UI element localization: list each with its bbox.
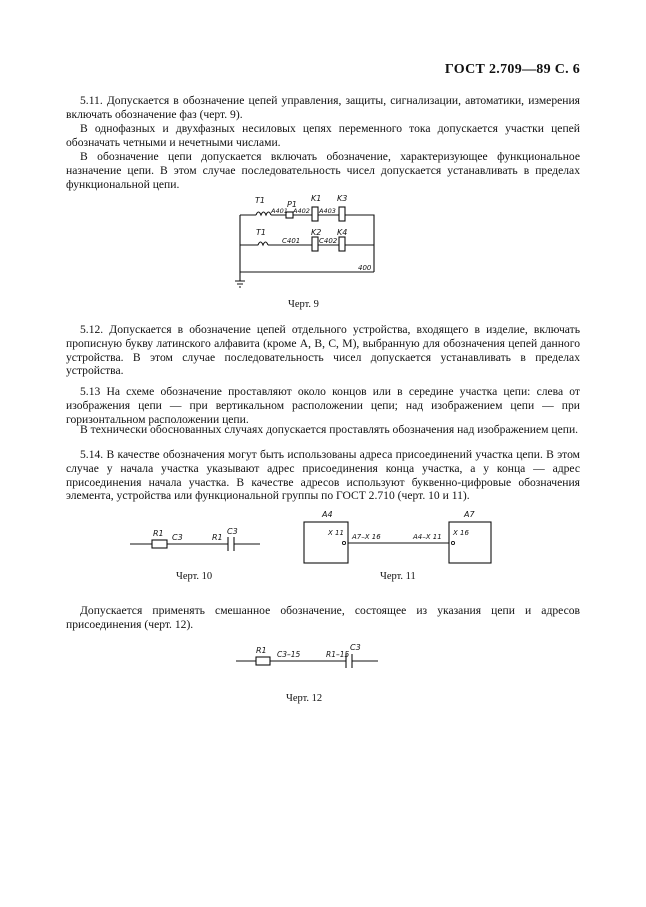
fig10-label-c3-b: C3	[227, 527, 238, 536]
label-a401: A401	[271, 207, 288, 215]
paragraph-5-11-b: В однофазных и двухфазных несиловых цепях переменного тока допускается участки цепей обозначать четными и нечетными числами.	[66, 122, 580, 149]
fig12-label-r1-15: R1–15	[326, 650, 350, 659]
paragraph-5-14: 5.14. В качестве обозначения могут быть использованы адреса присоединений участка цепи. В этом случае у начала участка указывают адрес присоединения конца участка, а у конца — адрес присоединения начала участка. В качестве адресов используют буквенно-цифровые обозначения элемента, устройства или функциональной группы по ГОСТ 2.710 (черт. 10 и 11).	[66, 448, 580, 503]
figure-11-caption: Черт. 11	[380, 571, 416, 582]
fig11-label-a7: A7	[464, 510, 475, 519]
figure-12-schematic	[232, 640, 382, 674]
label-t1-bottom: T1	[256, 228, 266, 237]
paragraph-5-12: 5.12. Допускается в обозначение цепей отдельного устройства, входящего в изделие, включать прописную букву латинского алфавита (кроме A, B, C, M), выбранную для обозначения цепей данного устройства. В этом случае последовательность чисел допускается устанавливать в пределах устройства.	[66, 323, 580, 378]
label-c402: C402	[319, 237, 338, 245]
paragraph-5-11: 5.11. Допускается в обозначение цепей управления, защиты, сигнализации, автоматики, измерения включать обозначение фаз (черт. 9).	[66, 94, 580, 121]
fig11-label-a4: A4	[322, 510, 333, 519]
fig10-label-r1-b: R1	[212, 533, 223, 542]
fig12-label-c3-15: C3–15	[277, 650, 301, 659]
fig10-label-c3-a: C3	[172, 533, 183, 542]
figure-12-caption: Черт. 12	[286, 693, 323, 704]
fig11-label-addr-a4-x11: A4–X 11	[413, 533, 442, 541]
label-a402: A402	[293, 207, 310, 215]
fig12-label-c3: C3	[350, 643, 361, 652]
label-400: 400	[358, 264, 372, 272]
label-k4: K4	[337, 228, 348, 237]
fig10-label-r1-a: R1	[153, 529, 164, 538]
paragraph-5-13: 5.13 На схеме обозначение проставляют около концов или в середине участка цепи: слева от изображения цепи — при вертикальном расположении цепи; над изображением цепи — при горизонтальном расположении цепи.	[66, 385, 580, 426]
label-k1: K1	[311, 194, 322, 203]
label-a403: A403	[319, 207, 336, 215]
fig12-label-r1: R1	[256, 646, 267, 655]
paragraph-5-13-b: В технически обоснованных случаях допускается проставлять обозначения над изображением цепи.	[80, 423, 579, 436]
figure-9-schematic	[232, 190, 382, 290]
figure-11-schematic	[300, 508, 500, 568]
fig11-label-addr-a7-x16: A7–X 16	[352, 533, 381, 541]
figure-9-caption: Черт. 9	[288, 299, 319, 310]
page-header: ГОСТ 2.709—89 С. 6	[444, 62, 580, 77]
label-t1-top: T1	[255, 196, 265, 205]
label-c401: C401	[282, 237, 301, 245]
paragraph-mixed: Допускается применять смешанное обозначение, состоящее из указания цепи и адресов присоединения (черт. 12).	[66, 604, 580, 631]
paragraph-5-11-c: В обозначение цепи допускается включать обозначение, характеризующее функциональное назначение цепи. В этом случае последовательность чисел допускается устанавливать в пределах функциональной цепи.	[66, 150, 580, 191]
label-k3: K3	[337, 194, 348, 203]
label-k2: K2	[311, 228, 322, 237]
fig11-label-x11: X 11	[328, 529, 344, 537]
label-p1: P1	[287, 200, 297, 209]
figure-10-caption: Черт. 10	[176, 571, 213, 582]
figure-10-schematic	[126, 523, 266, 557]
fig11-label-x16: X 16	[453, 529, 469, 537]
